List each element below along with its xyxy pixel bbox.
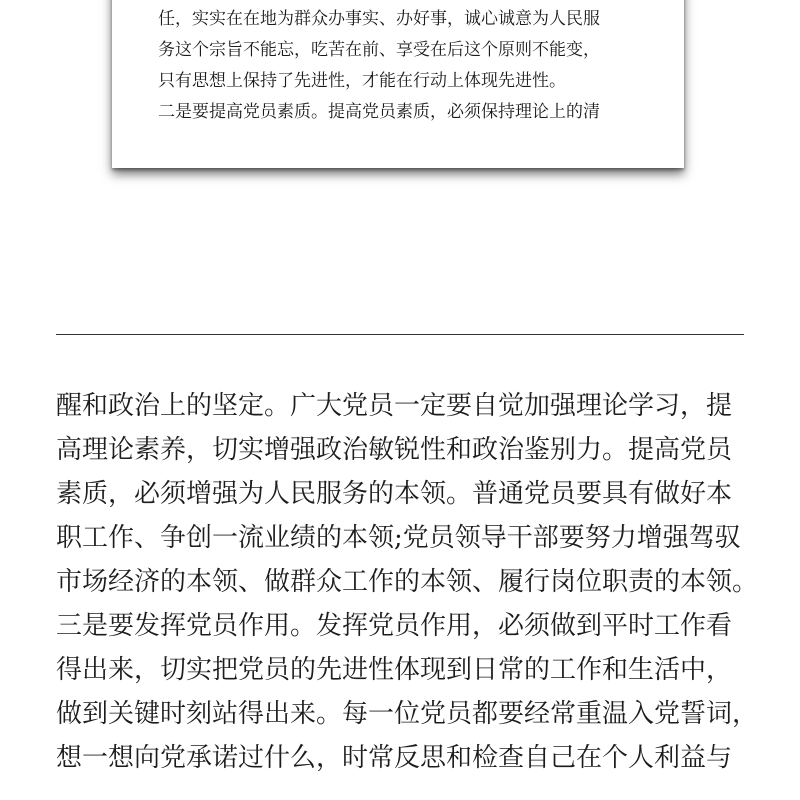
body-line: 市场经济的本领、做群众工作的本领、履行岗位职责的本领。 <box>56 567 759 597</box>
preview-line: 务这个宗旨不能忘，吃苦在前、享受在后这个原则不能变， <box>158 40 600 60</box>
body-text-block <box>56 384 759 780</box>
preview-line: 只有思想上保持了先进性，才能在行动上体现先进性。 <box>158 71 566 91</box>
body-line: 得出来，切实把党员的先进性体现到日常的工作和生活中， <box>56 655 733 685</box>
preview-line: 任，实实在在地为群众办事实、办好事，诚心诚意为人民服 <box>158 9 600 29</box>
body-line: 素质，必须增强为人民服务的本领。普通党员要具有做好本 <box>56 479 733 509</box>
body-line: 做到关键时刻站得出来。每一位党员都要经常重温入党誓词， <box>56 699 759 729</box>
preview-line: 二是要提高党员素质。提高党员素质，必须保持理论上的清 <box>158 102 600 122</box>
body-line: 醒和政治上的坚定。广大党员一定要自觉加强理论学习，提 <box>56 391 733 421</box>
preview-text-block <box>158 4 658 128</box>
page-preview-card <box>112 0 684 168</box>
body-line: 高理论素养，切实增强政治敏锐性和政治鉴别力。提高党员 <box>56 435 733 465</box>
section-divider <box>56 334 744 335</box>
body-line: 想一想向党承诺过什么，时常反思和检查自己在个人利益与 <box>56 743 733 773</box>
body-line: 三是要发挥党员作用。发挥党员作用，必须做到平时工作看 <box>56 611 733 641</box>
body-line: 职工作、争创一流业绩的本领;党员领导干部要努力增强驾驭 <box>56 523 741 553</box>
